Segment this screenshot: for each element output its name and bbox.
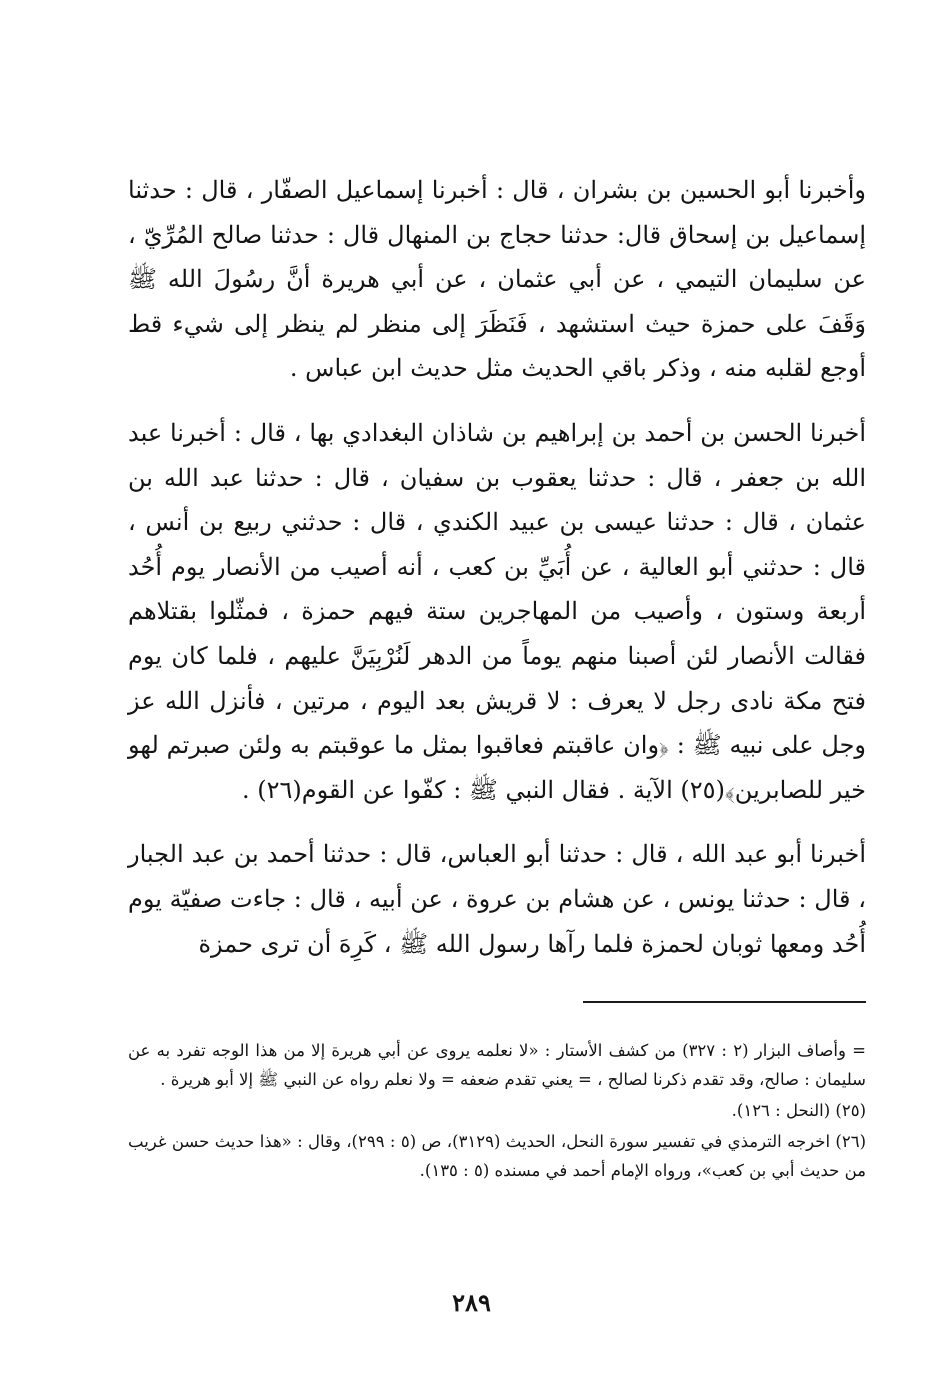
footnote-25: (٢٥) (النحل : ١٢٦). <box>731 1101 866 1120</box>
footnote-divider <box>583 1001 866 1003</box>
paragraph-3: أخبرنا أبو عبد الله ، قال : حدثنا أبو العباس، قال : حدثنا أحمد بن عبد الجبار ، قال : حدثنا يونس ، عن هشام بن عروة ، عن أبيه ، قال : جاءت صفيّة يوم أُحُد ومعها ثوبان لحمزة فلما رآها رسول الله ﷺ ، كَرِهَ أن ترى حمزة <box>128 840 866 958</box>
page-number: ٢٨٩ <box>452 1288 491 1317</box>
paragraph-2: أخبرنا الحسن بن أحمد بن إبراهيم بن شاذان البغدادي بها ، قال : أخبرنا عبد الله بن جعفر ، قال : حدثنا يعقوب بن سفيان ، قال : حدثنا عبد الله بن عثمان ، قال : حدثنا عيسى بن عبيد الكندي ، قال : حدثني ربيع بن أنس ، قال : حدثني أبو العالية ، عن أُبَيِّ بن كعب ، أنه أصيب من الأنصار يوم أُحُد أربعة وستون ، وأصيب من المهاجرين ستة فيهم حمزة ، فمثّلوا بقتلاهم فقالت الأنصار لئن أصبنا منهم يوماً من الدهر لَنُرْبِيَنَّ عليهم ، فلما كان يوم فتح مكة نادى رجل لا يعرف : لا قريش بعد اليوم ، مرتين ، فأنزل الله عز وجل على نبيه ﷺ : ﴿وان عاقبتم فعاقبوا بمثل ما عوقبتم به ولئن صبرتم لهو خير للصابرين﴾(٢٥) الآية . فقال النبي ﷺ : كفّوا عن القوم(٢٦) . <box>128 418 866 804</box>
footnotes <box>128 1036 866 1185</box>
paragraph-1: وأخبرنا أبو الحسين بن بشران ، قال : أخبرنا إسماعيل الصفّار ، قال : حدثنا إسماعيل بن إسحاق قال: حدثنا حجاج بن المنهال قال : حدثنا صالح المُرِّيّ ، عن سليمان التيمي ، عن أبي عثمان ، عن أبي هريرة أنَّ رسُولَ الله ﷺ وَقَفَ على حمزة حيث استشهد ، فَنَظَرَ إلى منظر لم ينظر إلى شيء قط أوجع لقلبه منه ، وذكر باقي الحديث مثل حديث ابن عباس . <box>128 176 866 383</box>
footnote-26: (٢٦) اخرجه الترمذي في تفسير سورة النحل، الحديث (٣١٢٩)، ص (٥ : ٢٩٩)، وقال : «هذا حديث حسن غريب من حديث أبي بن كعب»، ورواه الإمام أحمد في مسنده (٥ : ١٣٥). <box>128 1132 866 1180</box>
main-text <box>128 168 866 966</box>
footnote-continuation: = وأصاف البزار (٢ : ٣٢٧) من كشف الأستار : «لا نعلمه يروى عن أبي هريرة إلا من هذا الوجه تفرد به عن سليمان : صالح، وقد تقدم ذكرنا لصالح ، = يعني تقدم ضعفه = ولا نعلم رواه عن النبي ﷺ إلا أبو هريرة . <box>128 1041 866 1089</box>
